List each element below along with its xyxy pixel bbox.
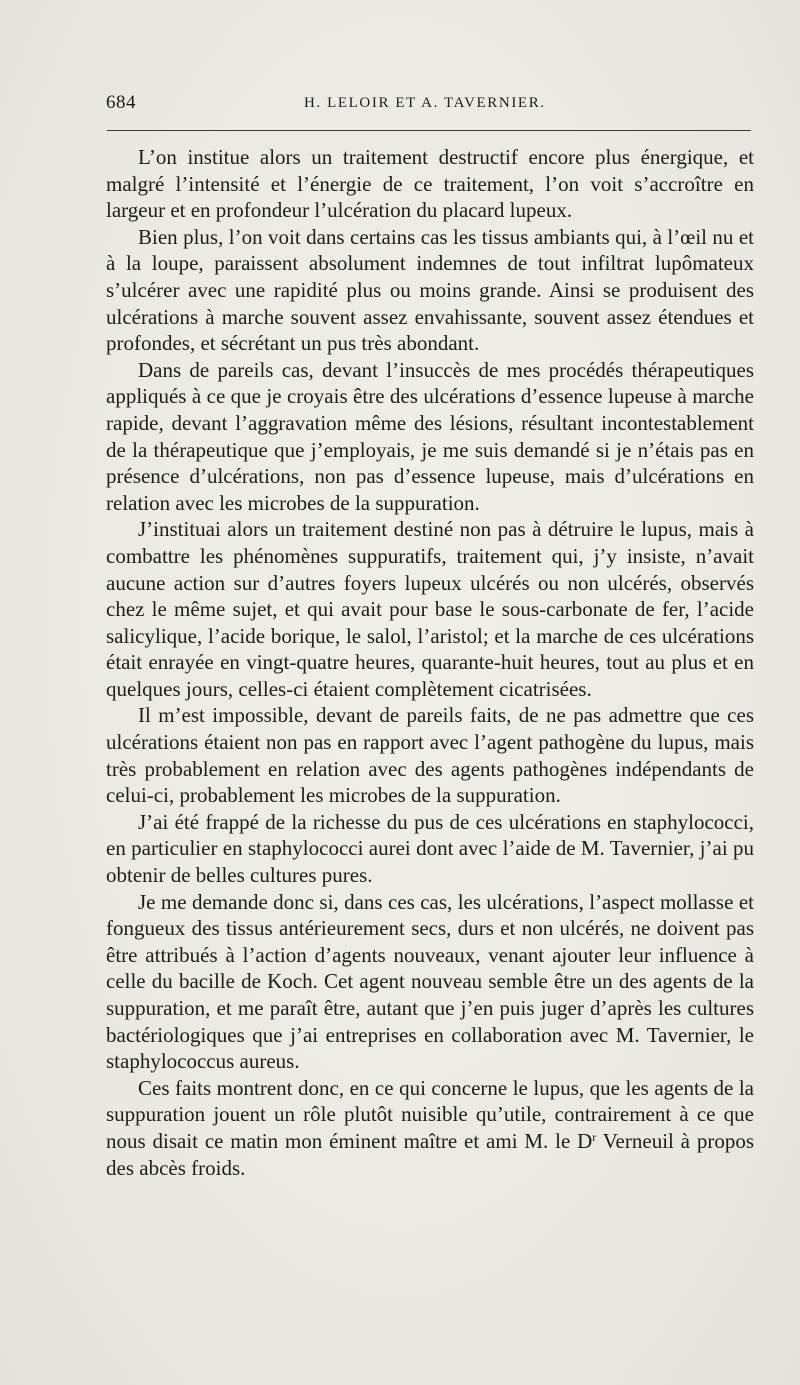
paragraph: J’ai été frappé de la richesse du pus de ces ulcérations en staphylococci, en particulier en staphylococci aurei dont avec l’aide de M. Tavernier, j’ai pu obtenir de belles cultures pures. — [106, 809, 754, 888]
body-text — [106, 144, 754, 1181]
paragraph: Je me demande donc si, dans ces cas, les ulcérations, l’aspect mollasse et fongueux des tissus antérieurement secs, durs et non ulcérés, ne doivent pas être attribués à l’action d’agents nouveaux, venant ajouter leur influence à celle du bacille de Koch. Cet agent nouveau semble être un des agents de la suppuration, et me paraît être, autant que j’en puis juger d’après les cultures bactériologiques que j’ai entreprises en collaboration avec M. Tavernier, le staphylococcus aureus. — [106, 889, 754, 1074]
last-paragraph-text: Ces faits montrent donc, en ce qui concerne le lupus, que les agents de la suppuration jouent un rôle plutôt nuisible qu’utile, contrairement à ce que nous disait ce matin mon éminent maître et ami M. le D — [106, 1075, 754, 1153]
paragraph: J’instituai alors un traitement destiné non pas à détruire le lupus, mais à combattre les phénomènes suppuratifs, traitement qui, j’y insiste, n’avait aucune action sur d’autres foyers lupeux ulcérés ou non ulcérés, observés chez le même sujet, et qui avait pour base le sous-carbonate de fer, l’acide salicylique, l’acide borique, le salol, l’aristol; et la marche de ces ulcérations était enrayée en vingt-quatre heures, quarante-huit heures, tout au plus et en quelques jours, celles-ci étaient complètement cicatrisées. — [106, 517, 754, 701]
last-paragraph-end: Verneuil à propos des abcès froids. — [106, 1128, 755, 1180]
paragraph-last — [106, 1075, 754, 1181]
header-rule — [107, 130, 751, 131]
paragraph: Dans de pareils cas, devant l’insuccès de mes procédés thérapeutiques appliqués à ce que je croyais être des ulcérations d’essence lupeuse à marche rapide, devant l’aggravation même des lésions, résultant incontestablement de la thérapeutique que j’employais, je me suis demandé si je n’étais pas en présence d’ulcérations, non pas d’essence lupeuse, mais d’ulcérations en relation avec les microbes de la suppuration. — [106, 357, 754, 515]
paragraph: L’on institue alors un traitement destructif encore plus énergique, et malgré l’intensité et l’énergie de ce traitement, l’on voit s’accroître en largeur et en profondeur l’ulcération du placard lupeux. — [106, 145, 754, 223]
paragraph: Bien plus, l’on voit dans certains cas les tissus ambiants qui, à l’œil nu et à la loupe, paraissent absolument indemnes de tout infiltrat lupômateux s’ulcérer avec une rapidité plus ou moins grande. Ainsi se produisent des ulcérations à marche souvent assez envahissante, souvent assez étendues et profondes, et sécrétant un pus très abondant. — [106, 224, 754, 356]
running-head: H. LELOIR ET A. TAVERNIER. — [304, 95, 546, 111]
page-number: 684 — [106, 92, 136, 113]
superscript-r: r — [592, 1129, 597, 1144]
paragraph: Il m’est impossible, devant de pareils faits, de ne pas admettre que ces ulcérations étaient non pas en rapport avec l’agent pathogène du lupus, mais très probablement en relation avec des agents pathogènes indépendants de celui-ci, probablement les microbes de la suppuration. — [106, 703, 754, 808]
page-header — [106, 92, 752, 118]
